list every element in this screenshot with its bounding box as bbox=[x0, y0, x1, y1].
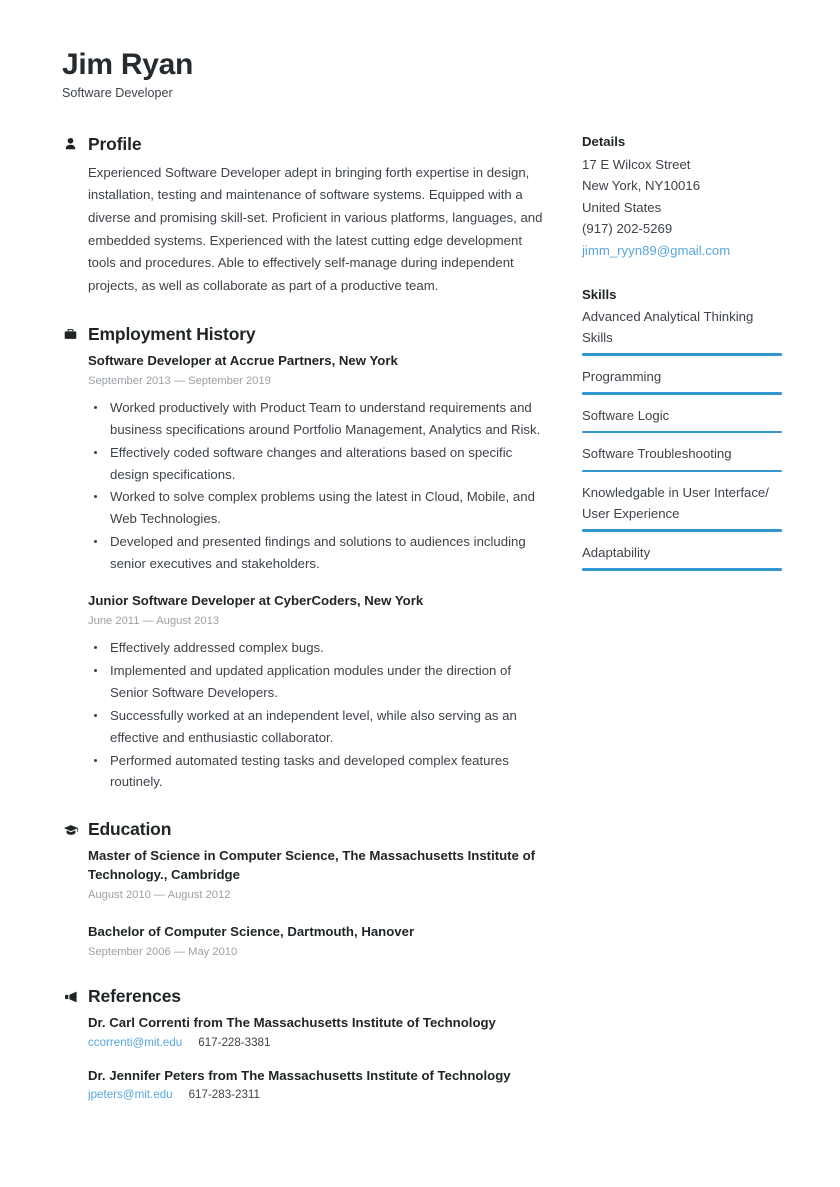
skill-level-bar bbox=[582, 470, 782, 473]
skill-label: Adaptability bbox=[582, 544, 651, 560]
employment-entry-date: September 2013 — September 2019 bbox=[88, 374, 271, 387]
reference-name: Dr. Jennifer Peters from The Massachusetts Institute of Technology bbox=[88, 1067, 511, 1083]
details-phone: (917) 202-5269 bbox=[582, 221, 673, 237]
bullet-item: Effectively coded software changes and alterations based on specific design specifications. bbox=[88, 442, 544, 486]
skill-level-bar bbox=[582, 353, 782, 356]
details-address-line2: New York, NY10016 bbox=[582, 178, 701, 194]
reference-email[interactable]: ccorrenti@mit.edu bbox=[88, 1035, 183, 1049]
employment-heading-row bbox=[62, 324, 544, 345]
section-employment bbox=[62, 324, 544, 794]
details-block bbox=[582, 134, 782, 262]
briefcase-icon bbox=[62, 326, 79, 343]
reference-phone: 617-283-2311 bbox=[188, 1088, 260, 1102]
resume-header bbox=[62, 48, 782, 100]
details-address-line1: 17 E Wilcox Street bbox=[582, 156, 691, 172]
skill-label: Software Troubleshooting bbox=[582, 446, 732, 462]
skill-label: Knowledgable in User Interface/ User Experience bbox=[582, 485, 769, 521]
skill-level-bar bbox=[582, 431, 782, 434]
skill-label: Advanced Analytical Thinking Skills bbox=[582, 309, 754, 345]
skill-label: Programming bbox=[582, 368, 662, 384]
employment-entry-bullets bbox=[88, 637, 544, 793]
education-body bbox=[62, 847, 544, 960]
bullet-item: Developed and presented findings and solutions to audiences including senior executives and stakeholders. bbox=[88, 531, 544, 575]
reference-name: Dr. Carl Correnti from The Massachusetts Institute of Technology bbox=[88, 1015, 496, 1031]
reference-entry bbox=[88, 1014, 544, 1049]
details-email[interactable]: jimm_ryyn89@gmail.com bbox=[582, 242, 731, 258]
skill-item bbox=[582, 367, 782, 395]
skill-level-bar bbox=[582, 529, 782, 532]
skills-block bbox=[582, 287, 782, 571]
education-entry-title: Bachelor of Computer Science, Dartmouth, Hanover bbox=[88, 924, 415, 940]
employment-entry bbox=[88, 592, 544, 793]
details-country: United States bbox=[582, 199, 662, 215]
bullet-item: Performed automated testing tasks and developed complex features routinely. bbox=[88, 750, 544, 794]
candidate-name: Jim Ryan bbox=[62, 48, 193, 81]
details-heading: Details bbox=[582, 133, 626, 149]
section-profile bbox=[62, 134, 544, 298]
reference-email[interactable]: jpeters@mit.edu bbox=[88, 1088, 173, 1102]
section-education bbox=[62, 819, 544, 960]
employment-entry-title: Software Developer at Accrue Partners, New York bbox=[88, 352, 398, 368]
employment-body bbox=[62, 352, 544, 794]
bullet-item: Successfully worked at an independent level, while also serving as an effective and enthusiastic collaborator. bbox=[88, 705, 544, 749]
profile-heading-row bbox=[62, 134, 544, 155]
employment-heading: Employment History bbox=[88, 323, 256, 344]
bullet-item: Effectively addressed complex bugs. bbox=[88, 637, 544, 659]
bullet-item: Worked productively with Product Team to understand requirements and business specifications around Portfolio Management, Analytics and Risk. bbox=[88, 397, 544, 441]
employment-entry-bullets bbox=[88, 397, 544, 575]
references-heading: References bbox=[88, 986, 181, 1007]
megaphone-icon bbox=[62, 988, 79, 1005]
skill-item bbox=[582, 444, 782, 472]
employment-entry bbox=[88, 352, 544, 575]
education-heading-row bbox=[62, 819, 544, 840]
references-body bbox=[62, 1014, 544, 1101]
skill-item bbox=[582, 406, 782, 434]
education-entry-title: Master of Science in Computer Science, The Massachusetts Institute of Technology., Cambridge bbox=[88, 848, 536, 883]
reference-entry bbox=[88, 1067, 544, 1102]
education-entry bbox=[88, 923, 544, 960]
references-heading-row bbox=[62, 986, 544, 1007]
skill-level-bar bbox=[582, 568, 782, 571]
skill-item bbox=[582, 543, 782, 571]
graduation-cap-icon bbox=[62, 821, 79, 838]
profile-body bbox=[62, 162, 544, 298]
profile-heading: Profile bbox=[88, 133, 142, 154]
person-icon bbox=[62, 136, 79, 153]
skill-label: Software Logic bbox=[582, 407, 670, 423]
main-column bbox=[62, 134, 544, 1128]
bullet-item: Worked to solve complex problems using the latest in Cloud, Mobile, and Web Technologies. bbox=[88, 486, 544, 530]
skills-heading: Skills bbox=[582, 287, 617, 303]
bullet-item: Implemented and updated application modules under the direction of Senior Software Developers. bbox=[88, 660, 544, 704]
education-entry-date: August 2010 — August 2012 bbox=[88, 888, 231, 901]
education-entry bbox=[88, 847, 544, 903]
reference-contact bbox=[88, 1088, 544, 1101]
section-references bbox=[62, 986, 544, 1101]
candidate-job-title: Software Developer bbox=[62, 85, 173, 100]
skill-item bbox=[582, 307, 782, 355]
reference-phone: 617-228-3381 bbox=[198, 1035, 271, 1049]
profile-text: Experienced Software Developer adept in bringing forth expertise in design, installation, testing and maintenance of software systems. Equipped with a diverse and promising skill-set. Proficient in various platforms, languages, and embedded systems. Experienced with the latest cutting edge development tools and procedures. Able to effectively self-manage during independent projects, as well as collaborate as part of a productive team. bbox=[88, 164, 543, 294]
sidebar-column bbox=[582, 134, 782, 597]
reference-contact bbox=[88, 1036, 544, 1049]
skill-level-bar bbox=[582, 392, 782, 395]
employment-entry-title: Junior Software Developer at CyberCoders, New York bbox=[88, 593, 424, 609]
education-heading: Education bbox=[88, 819, 172, 840]
education-entry-date: September 2006 — May 2010 bbox=[88, 945, 238, 958]
skill-item bbox=[582, 483, 782, 531]
resume-columns bbox=[62, 134, 782, 1128]
employment-entry-date: June 2011 — August 2013 bbox=[88, 614, 220, 627]
